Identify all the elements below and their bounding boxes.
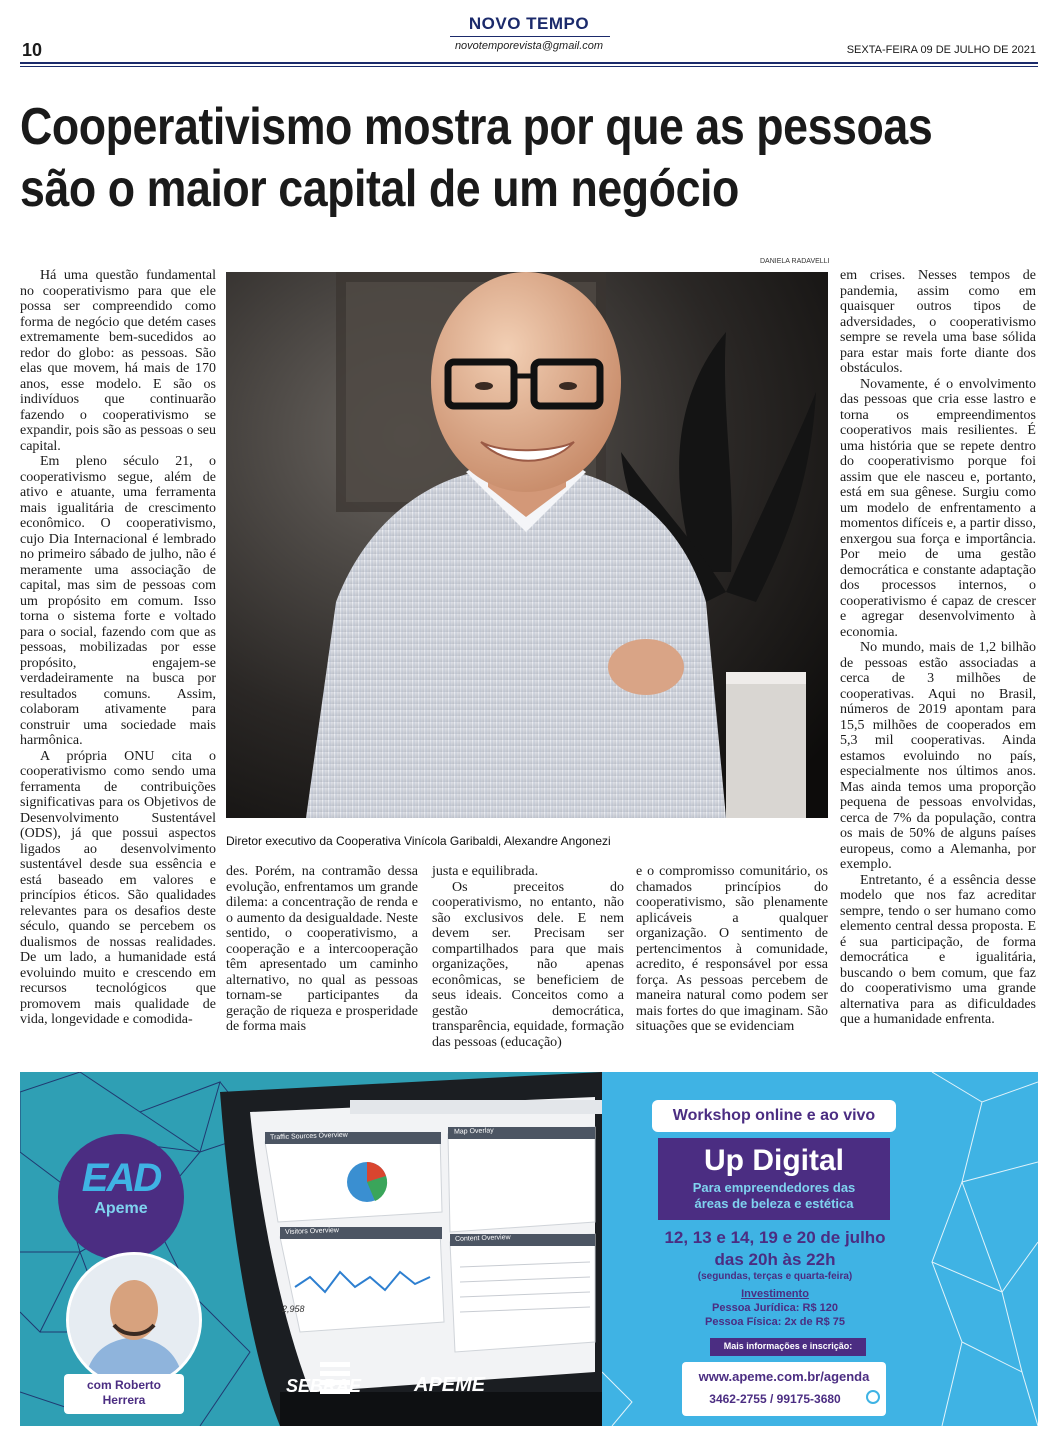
ad-right-panel — [602, 1072, 1038, 1426]
presenter-illustration — [69, 1255, 199, 1385]
screen-visits-value: 2,958 — [282, 1304, 305, 1314]
apeme-logo: APEME — [414, 1374, 486, 1396]
paragraph: Entretanto, é a essência desse modelo que nos faz acreditar sempre, tendo o ser humano como elemento central dessa proposta. E é sua participação, de forma democrática e igualitária, buscando o bem comum, que faz do cooperativismo uma grande alternativa para as dificuldades que a humanidade enfrenta. — [840, 872, 1036, 1027]
paragraph: Novamente, é o envolvimento das pessoas que cria esse lastro e torna os empreendimentos cooperativos mais resilientes. É uma história que se repete dentro do cooperativismo porque foi assim que ele nasceu e, portanto, está em sua gênese. Surgiu como um modelo de enfrentamento a momentos difíceis e, a partir disso, enxergou sua força e importância. Por meio de uma gestão democrática e constante adaptação dos processos internos, o cooperativismo é capaz de crescer e agregar desenvolvimento à economia. — [840, 376, 1036, 640]
workshop-label: Workshop online e ao vivo — [672, 1107, 876, 1124]
paragraph: Os preceitos do cooperativismo, no entanto, não são exclusivos dele. E nem devem ser. Precisam ser compartilhados para que mais organizações, não apenas econômicas, se beneficiem de seus ideais. Conceitos como a gestão democrática, transparência, equidade, formação das pessoas (educação) — [432, 879, 625, 1050]
ead-logo: EAD — [81, 1156, 161, 1200]
investment-label: Investimento — [741, 1288, 809, 1300]
paragraph: No mundo, mais de 1,2 bilhão de pessoas estão associadas a cerca de 3 milhões de cooperativas. Aqui no Brasil, números de 2019 apontam para 15,5 milhões de cooperados em 5,3 mil cooperativas. Ainda estamos evoluindo no país, especialmente nos últimos anos. Mas ainda temos uma proporção pequena de pessoas envolvidas, cerca de 7% da população, contra os mais de 50% de alguns países europeus, como a Alemanha, por exemplo. — [840, 640, 1036, 872]
ad-days: (segundas, terças e quarta-feira) — [697, 1271, 853, 1282]
presenter-prefix: com Roberto — [86, 1378, 161, 1392]
photo-credit: DANIELA RADAVELLI — [760, 258, 830, 265]
article-column-3 — [432, 864, 624, 1050]
paragraph: Há uma questão fundamental no cooperativismo para que ele possa ser compreendido como forma de negócio que detém cases extremamente bem-sucedidos ao redor do globo: as pessoas. São elas que movem, há mais de 170 anos, esse modelo. E são os indivíduos que continuarão fazendo o cooperativismo se expandir, pois são as pessoas o seu capital. — [20, 268, 216, 454]
article-column-5 — [840, 268, 1036, 1028]
workshop-advertisement[interactable] — [20, 1072, 1038, 1426]
photo-caption: Diretor executivo da Cooperativa Vinícola Garibaldi, Alexandre Angonezi — [226, 834, 611, 848]
publication-email[interactable]: novotemporevista@gmail.com — [454, 40, 604, 52]
headline-line-2: são o maior capital de um negócio — [20, 160, 739, 218]
article-headline — [20, 96, 1035, 220]
header-rule — [450, 36, 610, 37]
screen-traffic-label: Traffic Sources Overview — [269, 1131, 348, 1142]
ad-phones[interactable]: 3462-2755 / 99175-3680 — [709, 1392, 841, 1406]
ead-sub: Apeme — [94, 1200, 148, 1217]
header-divider — [20, 62, 1038, 64]
page-number: 10 — [22, 40, 43, 60]
ad-hours: das 20h às 22h — [714, 1250, 836, 1269]
paragraph: Em pleno século 21, o cooperativismo segue, além de ativo e atuante, uma ferramenta mais igualitária de crescimento econômico. O cooperativismo, cujo Dia Internacional é lembrado no primeiro sábado de julho, não é meramente uma associação de capital, mas sim de pessoas com um propósito em comum. Isso torna o sistema forte e voltado para o social, fazendo com que as pessoas, mobilizadas por esse propósito, engajem-se verdadeiramente na busca por resultados comuns. Assim, colaboram ativamente para construir uma sociedade mais harmônica. — [20, 454, 216, 748]
headline-line-1: Cooperativismo mostra por que as pessoas — [20, 98, 933, 156]
paragraph: A própria ONU cita o cooperativismo como sendo uma ferramenta de contribuições significativas para os Objetivos de Desenvolvimento Sustentável (ODS), já que possui aspectos ligados ao desenvolvimento sustentável desde sua essência e está baseado em valores e princípios éticos. São qualidades relevantes para os desafios deste século, quando se percebem os dualismos de nossas realidades. De um lado, a humanidade está evoluindo muito e crescendo em recursos tecnológicos que promovem mais qualidade de vida, longevidade e comodida- — [20, 748, 216, 1027]
presenter-photo — [66, 1252, 202, 1388]
screen-map-label: Map Overlay — [453, 1127, 494, 1136]
header-divider-thin — [20, 66, 1038, 67]
ad-left-panel — [20, 1072, 602, 1426]
article-column-1 — [20, 268, 216, 1028]
presenter-name: Herrera — [102, 1393, 146, 1407]
info-label: Mais informações e inscrição: — [723, 1341, 853, 1351]
screen-content-label: Content Overview — [454, 1234, 511, 1243]
ad-url[interactable]: www.apeme.com.br/agenda — [698, 1369, 870, 1384]
paragraph: justa e equilibrada. — [432, 864, 539, 879]
ad-subtitle-1: Para empreendedores das — [692, 1180, 856, 1195]
sebrae-logo: SEBRAE — [286, 1376, 362, 1396]
price-pj: Pessoa Jurídica: R$ 120 — [712, 1302, 838, 1314]
article-column-4 — [636, 864, 828, 1035]
publication-name: NOVO TEMPO — [468, 14, 590, 33]
portrait-illustration — [226, 272, 828, 818]
article-column-2 — [226, 864, 418, 1035]
portrait-photo — [226, 272, 828, 818]
ad-subtitle-2: áreas de beleza e estética — [694, 1196, 854, 1211]
price-pf: Pessoa Física: 2x de R$ 75 — [704, 1316, 846, 1328]
ad-title: Up Digital — [704, 1144, 844, 1177]
screen-visitors-label: Visitors Overview — [284, 1227, 340, 1236]
paragraph: em crises. Nesses tempos de pandemia, assim como em quaisquer outros tipos de adversidades, o cooperativismo sempre se revela uma base sólida para estar mais forte diante dos obstáculos. — [840, 268, 1036, 376]
paragraph: e o compromisso comunitário, os chamados princípios do cooperativismo, são plenamente aplicáveis a qualquer organização. O sentimento de pertencimentos à comunidade, acredito, é responsável por essa força. As pessoas percebem de maneira natural como podem ser mais fortes do que imaginam. São situações que se evidenciam — [636, 864, 828, 1034]
paragraph: des. Porém, na contramão dessa evolução, enfrentamos um grande dilema: a concentração de renda e o aumento da desigualdade. Neste sentido, o cooperativismo, a cooperação e a intercooperação têm apresentado um caminho alternativo, no qual as pessoas tornam-se participantes da geração de riqueza e prosperidade de forma mais — [226, 864, 418, 1034]
issue-date: SEXTA-FEIRA 09 DE JULHO DE 2021 — [846, 44, 1036, 56]
ad-dates: 12, 13 e 14, 19 e 20 de julho — [664, 1228, 886, 1247]
whatsapp-icon — [866, 1390, 880, 1404]
